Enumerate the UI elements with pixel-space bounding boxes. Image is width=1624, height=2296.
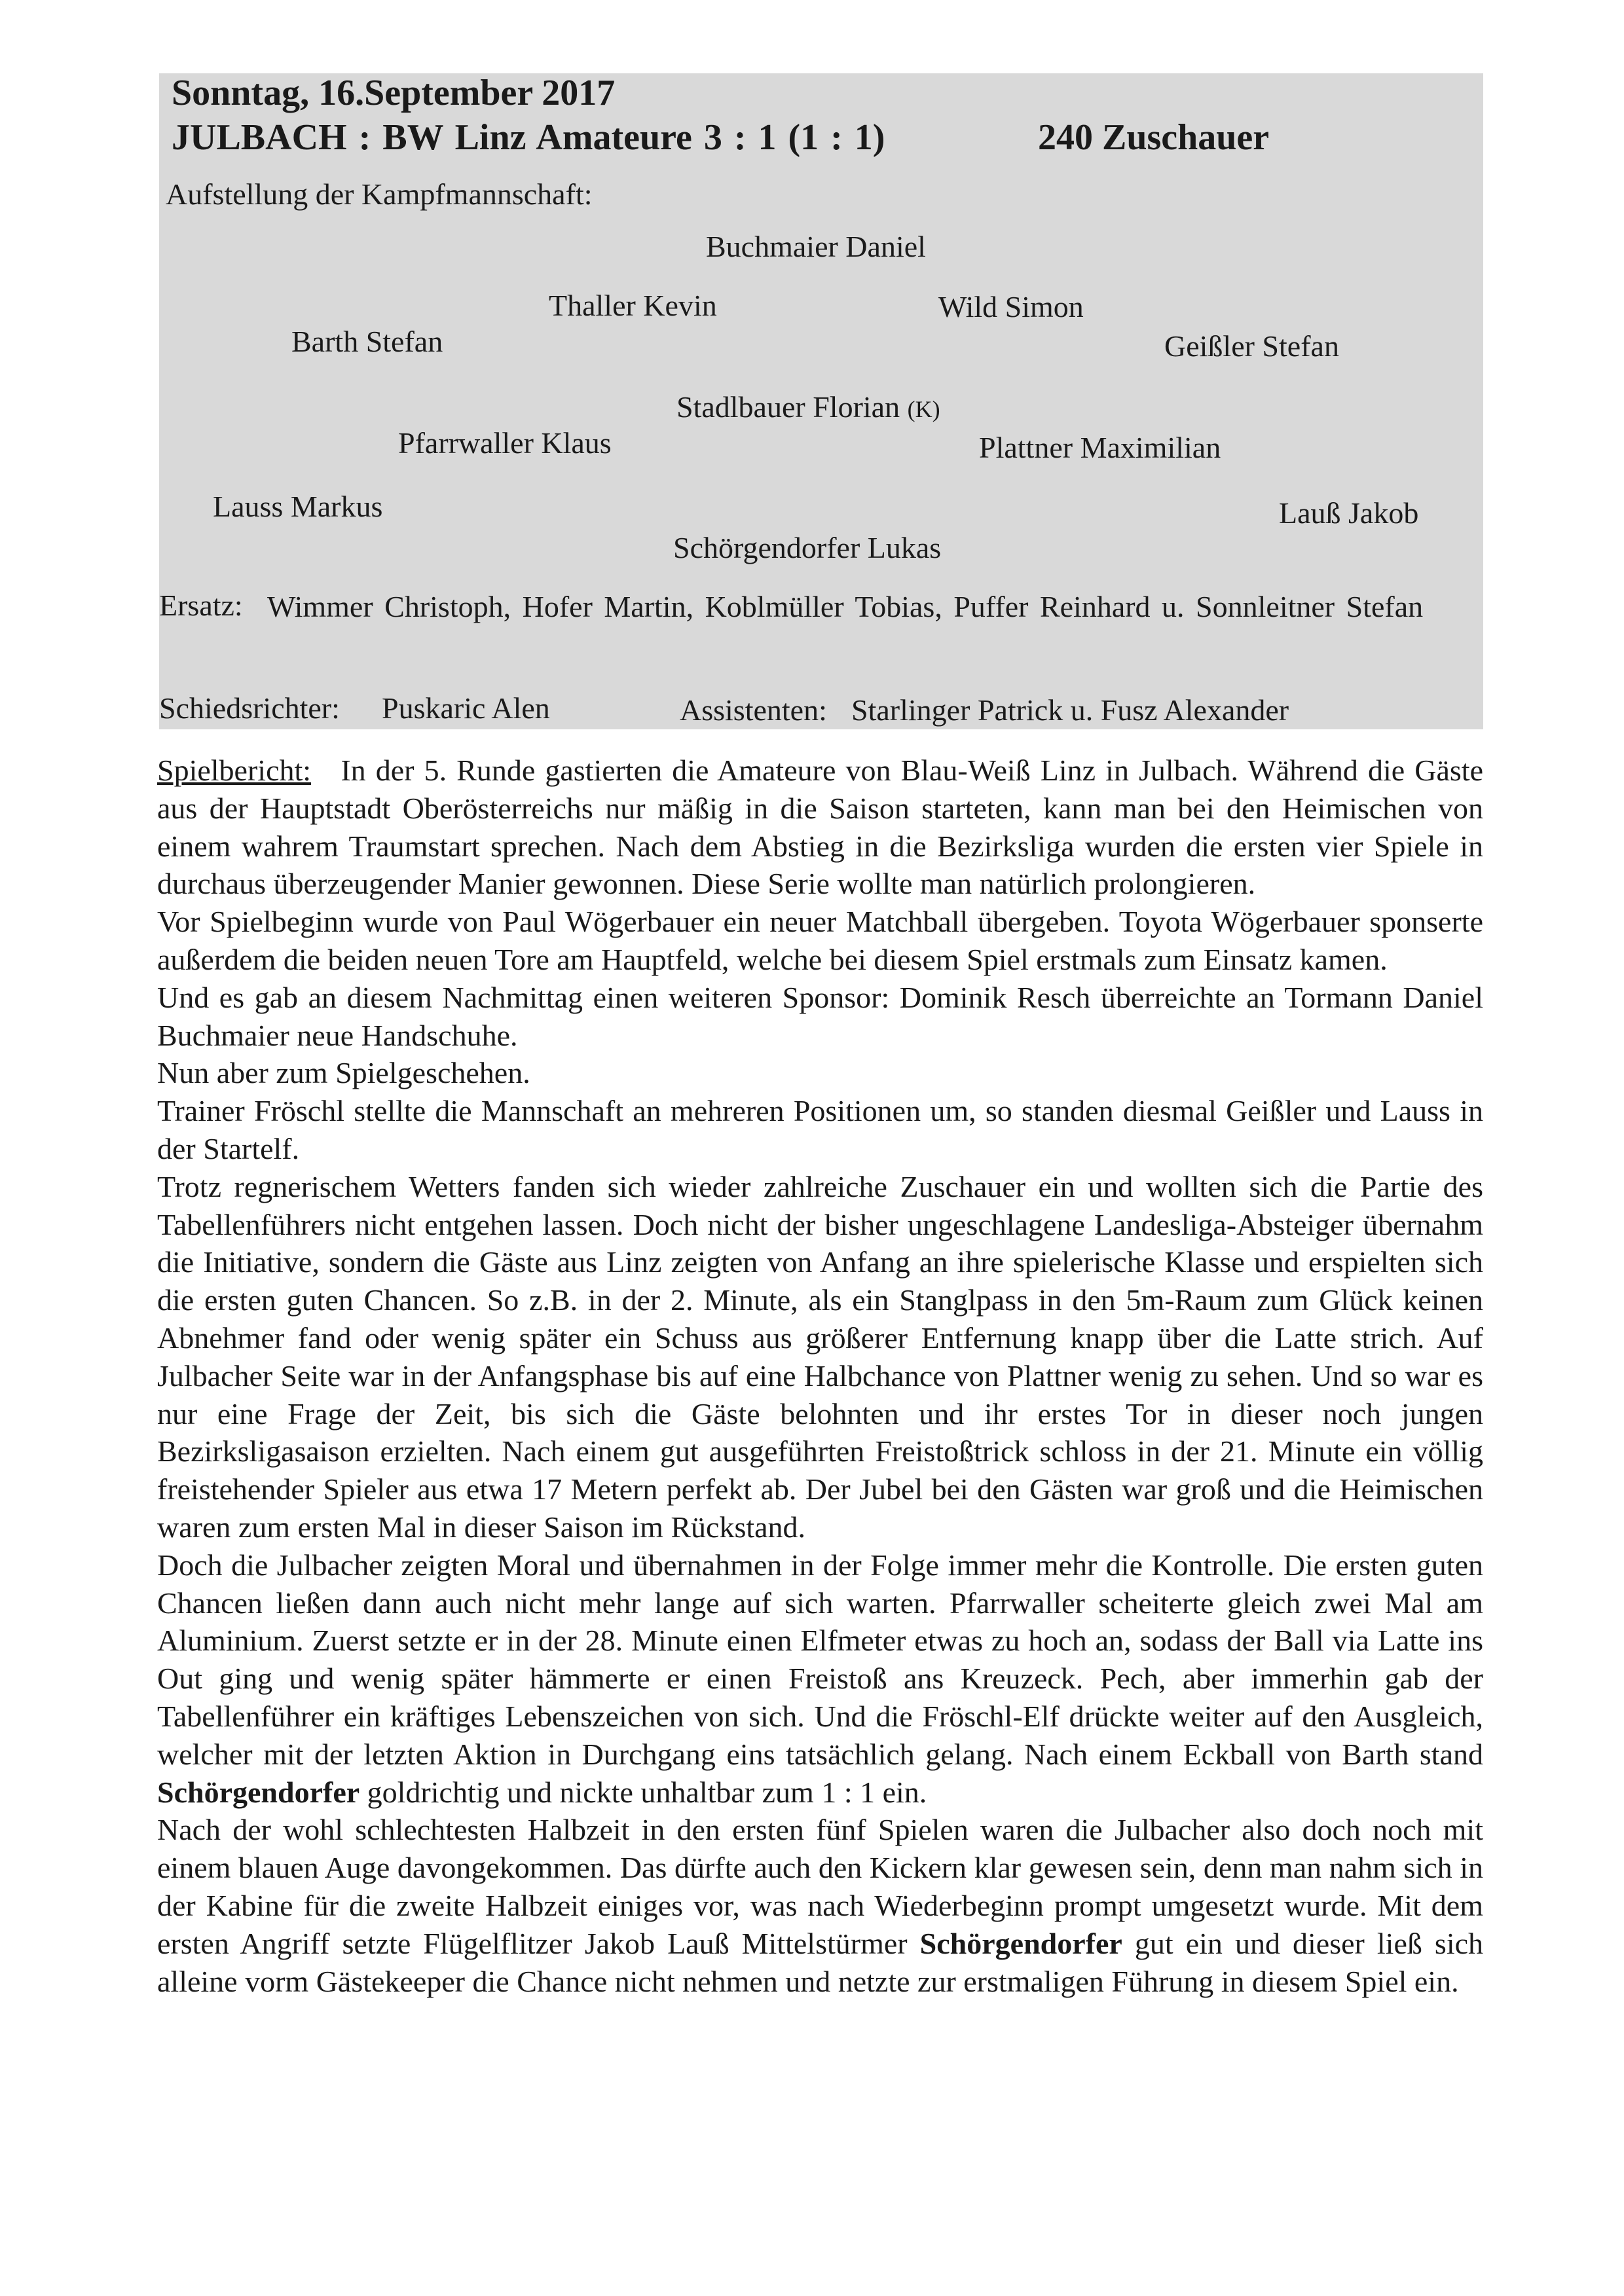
report-text: In der 5. Runde gastierten die Amateure von Blau-Weiß Linz in Julbach. Während die Gäste aus der Hauptstadt Oberösterreichs nur mäßig in die Saison starteten, kann man bei den Heimischen von einem wahrem Traumstart sprechen. Nach dem Abstieg in die Bezirksliga wurden die ersten vier Spiele in durchaus überzeugender Manier gewonnen. Diese Serie wollte man natürlich prolongieren. (157, 754, 1483, 901)
report-paragraph: Und es gab an diesem Nachmittag einen weiteren Sponsor: Dominik Resch überreichte an Tormann Daniel Buchmaier neue Handschuhe. (157, 980, 1483, 1052)
report-paragraph: Trainer Fröschl stellte die Mannschaft an mehreren Positionen um, so standen diesmal Geißler und Lauss in der Startelf. (157, 1094, 1483, 1165)
player-barth: Barth Stefan (291, 325, 443, 358)
player-lauss-jakob: Lauß Jakob (1279, 496, 1419, 530)
match-report (157, 752, 1483, 2000)
report-player-highlight: Schörgendorfer (919, 1926, 1122, 1960)
report-text: Nach der wohl schlechtesten Halbzeit in den ersten fünf Spielen waren die Julbacher also doch noch mit einem blauen Auge davongekommen. Das dürfte auch den Kickern klar gewesen sein, denn man nahm sich in der Kabine für die zweite Halbzeit einiges vor, was nach Wiederbeginn prompt umgesetzt wurde. Mit dem ersten Angriff setzte Flügelflitzer Jakob Lauß Mittelstürmer (157, 1813, 1483, 1960)
player-lauss-markus: Lauss Markus (213, 490, 383, 523)
report-paragraph: Nun aber zum Spielgeschehen. (157, 1056, 530, 1090)
report-paragraph: Vor Spielbeginn wurde von Paul Wögerbauer ein neuer Matchball übergeben. Toyota Wögerbauer sponserte außerdem die beiden neuen Tore am Hauptfeld, welche bei diesem Spiel erstmals zum Einsatz kamen. (157, 905, 1483, 976)
report-paragraph: Trotz regnerischem Wetters fanden sich wieder zahlreiche Zuschauer ein und wollten sich die Partie des Tabellenführers nicht entgehen lassen. Doch nicht der bisher ungeschlagene Landesliga-Absteiger übernahm die Initiative, sondern die Gäste aus Linz zeigten von Anfang an ihre spielerische Klasse und erspielten sich die ersten guten Chancen. So z.B. in der 2. Minute, als ein Stanglpass in den 5m-Raum zum Glück keinen Abnehmer fand oder wenig später ein Schuss aus größerer Entfernung knapp über die Latte strich. Auf Julbacher Seite war in der Anfangsphase bis auf eine Halbchance von Plattner wenig zu sehen. Und so war es nur eine Frage der Zeit, bis sich die Gäste belohnten und ihr erstes Tor in dieser noch jungen Bezirksligasaison erzielten. Nach einem gut ausgeführten Freistoßtrick schloss in der 21. Minute ein völlig freistehender Spieler aus etwa 17 Metern perfekt ab. Der Jubel bei den Gästen war groß und die Heimischen waren zum ersten Mal in dieser Saison im Rückstand. (157, 1169, 1483, 1544)
player-schoergendorfer: Schörgendorfer Lukas (673, 531, 942, 564)
substitutes-list: Wimmer Christoph, Hofer Martin, Koblmüller Tobias, Puffer Reinhard u. Sonnleitner Stefan (267, 590, 1424, 623)
report-label: Spielbericht: (157, 754, 312, 787)
player-pfarrwaller: Pfarrwaller Klaus (398, 426, 612, 460)
lineup-title: Aufstellung der Kampfmannschaft: (166, 177, 593, 211)
match-date: Sonntag, 16.September 2017 (172, 73, 616, 113)
match-result: JULBACH : BW Linz Amateure 3 : 1 (1 : 1) (172, 117, 885, 158)
player-thaller: Thaller Kevin (549, 289, 717, 322)
report-text: gut ein und dieser ließ sich alleine vorm Gästekeeper die Chance nicht nehmen und netzte zur erstmaligen Führung in diesem Spiel ein. (157, 1926, 1484, 1998)
player-geissler: Geißler Stefan (1164, 329, 1339, 363)
player-stadlbauer-name: Stadlbauer Florian (676, 390, 900, 424)
report-text: Doch die Julbacher zeigten Moral und übernahmen in der Folge immer mehr die Kontrolle. Die ersten guten Chancen ließen dann auch nicht mehr lange auf sich warten. Pfarrwaller scheiterte gleich zwei Mal am Aluminium. Zuerst setzte er in der 28. Minute einen Elfmeter etwas zu hoch an, sodass der Ball via Latte ins Out ging und wenig später hämmerte er einen Freistoß ans Kreuzeck. Pech, aber immerhin gab der Tabellenführer ein kräftiges Lebenszeichen von sich. Und die Fröschl-Elf drückte weiter auf den Ausgleich, welcher mit der letzten Aktion in Durchgang eins tatsächlich gelang. Nach einem Eckball von Barth stand (157, 1548, 1483, 1771)
player-plattner: Plattner Maximilian (979, 431, 1221, 464)
substitutes-label: Ersatz: (159, 589, 243, 622)
report-paragraph (157, 1546, 1483, 1812)
player-wild: Wild Simon (938, 290, 1084, 323)
captain-mark: (K) (907, 396, 940, 422)
assistants-label: Assistenten: (680, 693, 827, 727)
player-stadlbauer (676, 390, 940, 424)
referee-label: Schiedsrichter: (159, 691, 340, 725)
referee-name: Puskaric Alen (382, 691, 550, 725)
assistants-names: Starlinger Patrick u. Fusz Alexander (851, 693, 1289, 727)
report-player-highlight: Schörgendorfer (157, 1775, 360, 1809)
player-goalkeeper: Buchmaier Daniel (706, 230, 926, 263)
spectator-count: 240 Zuschauer (1038, 117, 1270, 158)
report-paragraph (157, 752, 1483, 903)
report-text: goldrichtig und nickte unhaltbar zum 1 : 1 ein. (367, 1775, 927, 1809)
report-paragraph (157, 1811, 1483, 2000)
